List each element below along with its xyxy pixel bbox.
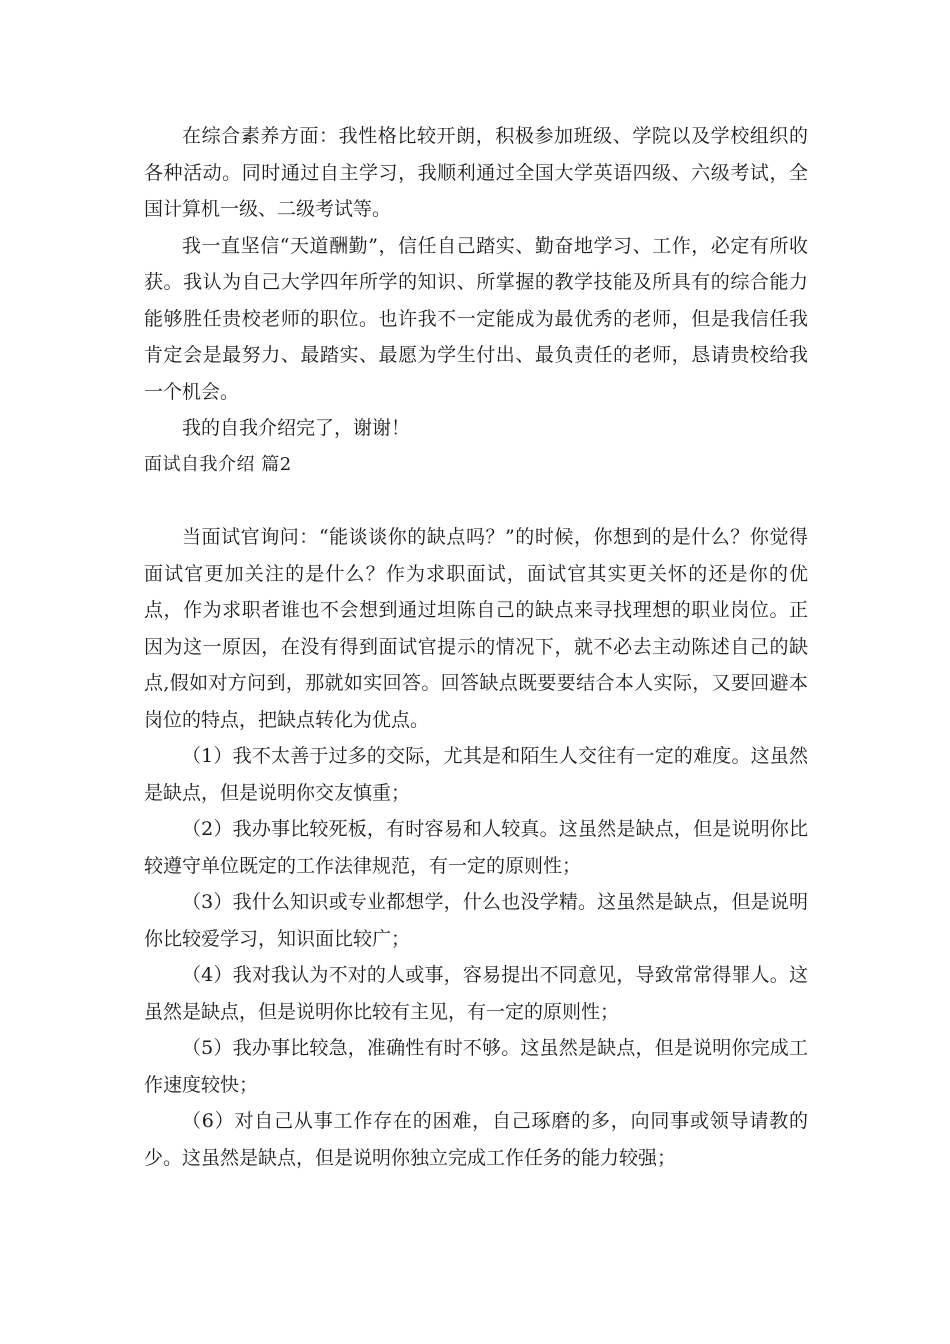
list-item: （6）对自己从事工作存在的困难，自己琢磨的多，向同事或领导请教的少。这虽然是缺点，但是说明你独立完成工作任务的能力较强； bbox=[144, 1110, 808, 1169]
list-item: （3）我什么知识或专业都想学，什么也没学精。这虽然是缺点，但是说明你比较爱学习，知识面比较广； bbox=[144, 891, 808, 950]
list-item: （2）我办事比较死板，有时容易和人较真。这虽然是缺点，但是说明你比较遵守单位既定的工作法律规范，有一定的原则性； bbox=[144, 818, 808, 877]
list-item: （4）我对我认为不对的人或事，容易提出不同意见，导致常常得罪人。这虽然是缺点，但是说明你比较有主见，有一定的原则性； bbox=[144, 964, 808, 1023]
section-spacer bbox=[144, 483, 808, 519]
paragraph-intro: 当面试官询问：“能谈谈你的缺点吗？”的时候，你想到的是什么？你觉得面试官更加关注的是什么？作为求职面试，面试官其实更关怀的还是你的优点，作为求职者谁也不会想到通过坦陈自己的缺点来寻找理想的职业岗位。正因为这一原因，在没有得到面试官提示的情况下，就不必去主动陈述自己的缺点,假如对方问到，那就如实回答。回答缺点既要要结合本人实际，又要回避本岗位的特点，把缺点转化为优点。 bbox=[144, 526, 808, 731]
list-item: （5）我办事比较急，准确性有时不够。这虽然是缺点，但是说明你完成工作速度较快； bbox=[144, 1037, 808, 1096]
paragraph-comprehensive-quality: 在综合素养方面：我性格比较开朗，积极参加班级、学院以及学校组织的各种活动。同时通过自主学习，我顺利通过全国大学英语四级、六级考试，全国计算机一级、二级考试等。 bbox=[144, 125, 808, 220]
list-item: （1）我不太善于过多的交际，尤其是和陌生人交往有一定的难度。这虽然是缺点，但是说明你交友慎重； bbox=[144, 745, 808, 804]
paragraph-closing: 我的自我介绍完了，谢谢！ bbox=[182, 417, 411, 439]
section-heading: 面试自我介绍 篇2 bbox=[144, 453, 292, 475]
document-body bbox=[144, 118, 808, 1176]
paragraph-diligence: 我一直坚信“天道酬勤”，信任自己踏实、勤奋地学习、工作，必定有所收获。我认为自己大学四年所学的知识、所掌握的教学技能及所具有的综合能力能够胜任贵校老师的职位。也许我不一定能成为最优秀的老师，但是我信任我肯定会是最努力、最踏实、最愿为学生付出、最负责任的老师，恳请贵校给我一个机会。 bbox=[144, 234, 808, 403]
